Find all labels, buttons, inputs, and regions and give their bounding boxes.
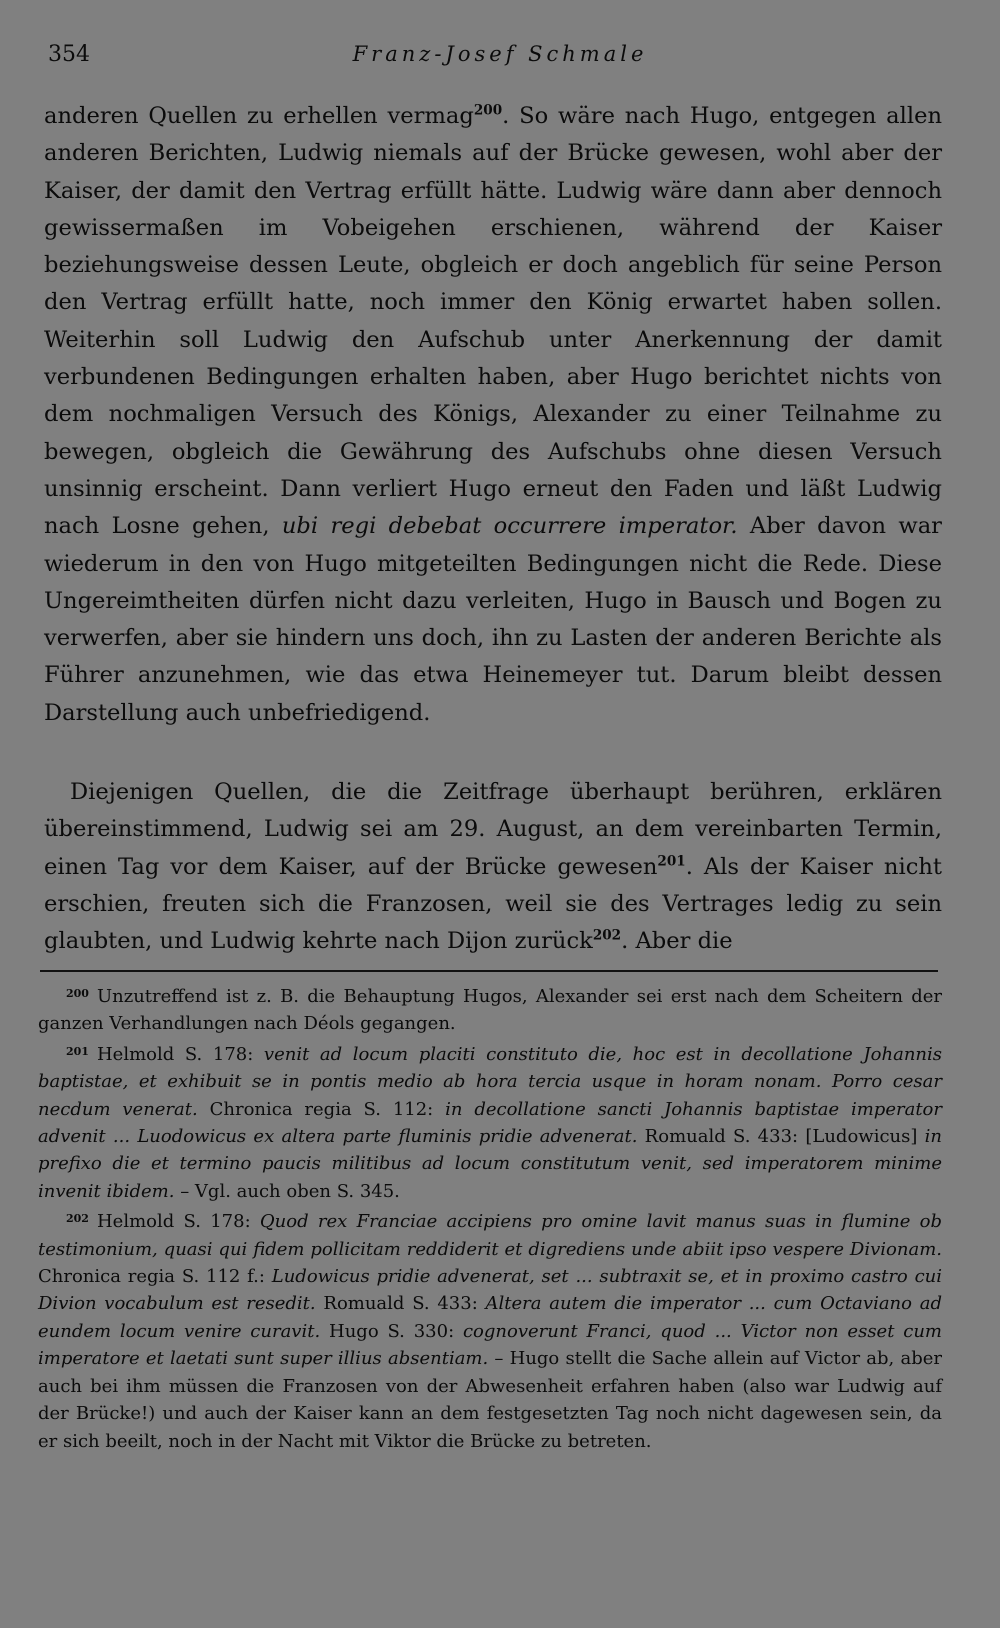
footnote-text: Unzutreffend ist z. B. die Behauptung Hugos, Alexander sei erst nach dem Scheitern der ganzen Verhandlungen nach Déols gegangen. [38,986,942,1035]
footnotes [38,980,942,1455]
footnote-text: Romuald S. 433: [315,1293,486,1315]
footnote-quote: in prefixo die et termino paucis militibus ad locum constitutum venit, sed imperatorem minime invenit ibidem. [38,1126,943,1202]
text-run: . Als der Kaiser nicht erschien, freuten sich die Franzosen, weil sie des Vertrages ledig zu sein glaubten, und Ludwig kehrte nach Dijon zurück [44,853,942,955]
footnote-ref-202[interactable]: 202 [592,927,622,944]
page-number: 354 [48,42,90,67]
footnote-text: – Vgl. auch oben S. 345. [174,1180,400,1202]
footnote-ref-201[interactable]: 201 [657,853,686,870]
footnote-quote: venit ad locum placiti constituto die, hoc est in decollatione Johannis baptistae, et exhibuit se in pontis medio ab hora tercia usque in horam nonam. Porro cesar necdum venerat. [38,1043,942,1120]
footnote-200 [38,980,942,1038]
footnote-quote: Quod rex Franciae accipiens pro omine lavit manus suas in flumine ob testimonium, quasi qui fidem pollicitam reddiderit et digrediens unde abiit ipso vespere Divionam. [38,1211,942,1260]
footnote-quote: in decollatione sancti Johannis baptistae imperator advenit ... Luodowicus ex altera parte fluminis pridie advenerat. [38,1098,942,1148]
footnote-text: Helmold S. 178: [96,1043,264,1065]
footnote-quote: Ludowicus pridie advenerat, set ... subtraxit se, et in proximo castro cui Divion vocabulum est resedit. [38,1266,942,1315]
footnote-ref-200[interactable]: 200 [473,102,503,119]
footnote-number: 200 [66,987,89,1000]
footnote-202 [38,1205,942,1455]
footnote-text: Helmold S. 178: [96,1211,260,1233]
footnote-divider [40,970,938,972]
footnote-201 [38,1038,942,1205]
text-run: anderen Quellen zu erhellen vermag [44,103,474,129]
footnote-text: Chronica regia S. 112: [197,1098,446,1120]
footnote-text: Hugo S. 330: [320,1320,463,1342]
footnote-text: Chronica regia S. 112 f.: [38,1266,272,1288]
body-paragraph-1 [44,98,942,732]
footnote-text: – Hugo stellt die Sache allein auf Victor ab, aber auch bei ihm müssen die Franzosen von der Abwesenheit erfahren haben (also war Ludwig auf der Brücke!) und auch der Kaiser kann an dem festgesetzten Tag noch nicht dagewesen sein, da er sich beeilt, noch in der Nacht mit Viktor die Brücke zu betreten. [38,1348,942,1452]
text-run: Aber davon war wiederum in den von Hugo mitgeteilten Bedingungen nicht die Rede. Diese Ungereimtheiten dürfen nicht dazu verleiten, Hugo in Bausch und Bogen zu verwerfen, aber sie hindern uns doch, ihn zu Lasten der anderen Berichte als Führer anzunehmen, wie das etwa Heinemeyer tut. Darum bleibt dessen Darstellung auch unbefriedigend. [44,513,942,726]
text-run: . Aber die [621,928,733,955]
footnote-quote: Altera autem die imperator ... cum Octaviano ad eundem locum venire curavit. [38,1293,942,1342]
footnote-quote: cognoverunt Franci, quod ... Victor non esset cum imperatore et laetati sunt super illius absentiam. [38,1320,943,1370]
text-run: . So wäre nach Hugo, entgegen allen anderen Berichten, Ludwig niemals auf der Brücke gewesen, wohl aber der Kaiser, der damit den Vertrag erfüllt hätte. Ludwig wäre dann aber dennoch gewissermaßen im Vobeigehen erschienen, während der Kaiser beziehungsweise dessen Leute, obgleich er doch angeblich für seine Person den Vertrag erfüllt hatte, noch immer den König erwartet haben sollen. Weiterhin soll Ludwig den Aufschub unter Anerkennung der damit verbundenen Bedingungen erhalten haben, aber Hugo berichtet nichts von dem nochmaligen Versuch des Königs, Alexander zu einer Teilnahme zu bewegen, obgleich die Gewährung des Aufschubs ohne diesen Versuch unsinnig erscheint. Dann verliert Hugo erneut den Faden und läßt Ludwig nach Losne gehen, [44,103,942,540]
footnote-number: 202 [66,1212,89,1226]
footnote-text: Romuald S. 433: [Ludowicus] [637,1126,925,1148]
latin-quote: ubi regi debebat occurrere imperator. [281,513,738,540]
text-run: Diejenigen Quellen, die die Zeitfrage überhaupt berühren, erklären übereinstimmend, Ludwig sei am 29. August, an dem vereinbarten Termin, einen Tag vor dem Kaiser, auf der Brücke gewesen [44,779,942,880]
body-paragraph-2 [44,774,942,960]
page-header [48,42,952,74]
running-head: Franz-Josef Schmale [352,42,648,66]
footnote-number: 201 [66,1044,89,1058]
